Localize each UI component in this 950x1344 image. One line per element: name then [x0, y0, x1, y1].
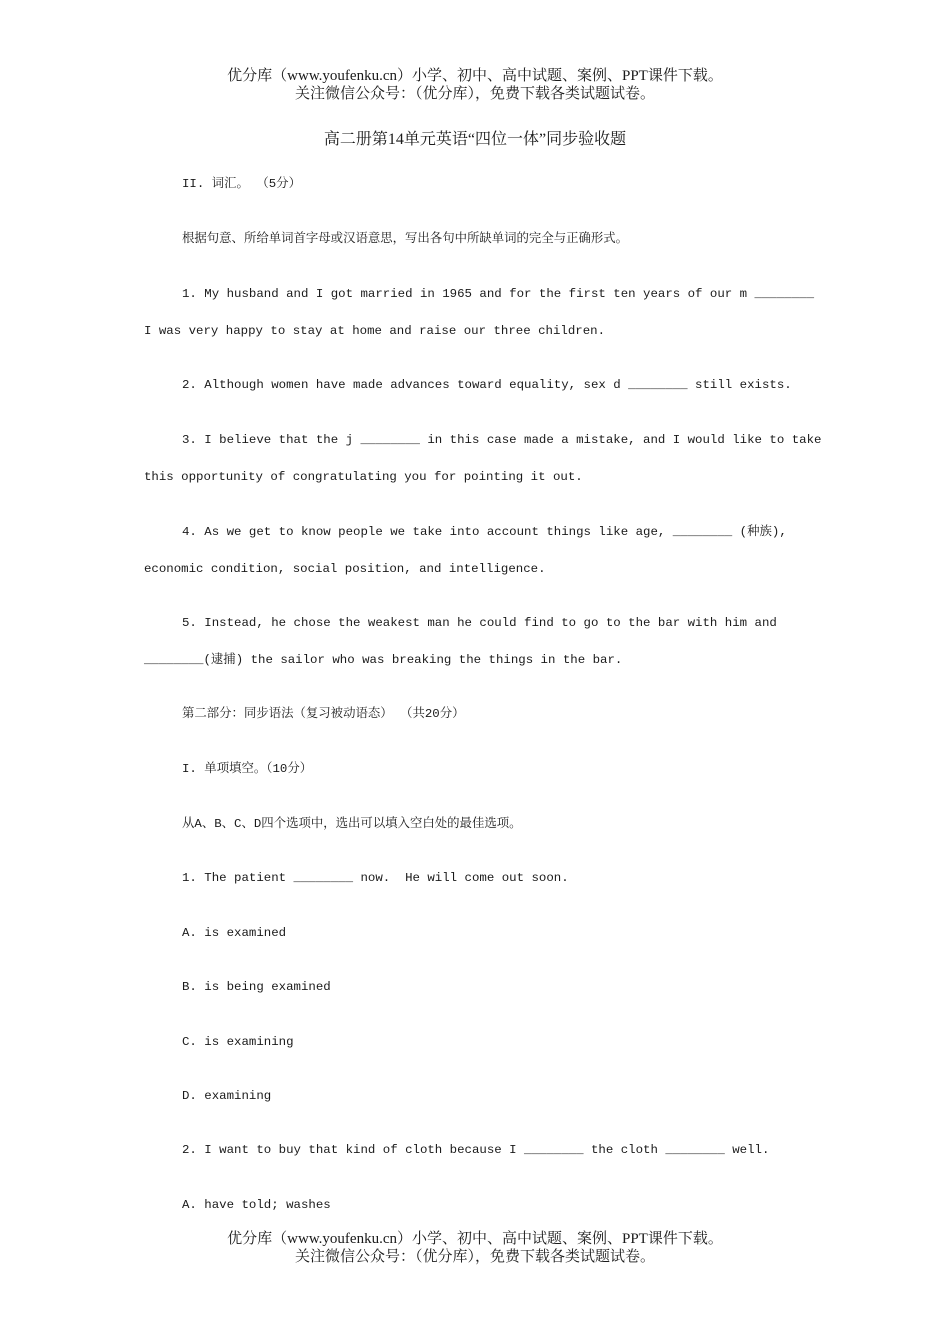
footer-banner-line-1: 优分库（www.youfenku.cn）小学、初中、高中试题、案例、PPT课件下载。: [227, 1231, 723, 1247]
grammar-section-heading: 第二部分：同步语法（复习被动语态） （共20分）: [182, 707, 465, 721]
grammar-question-1-option-a: A. is examined: [182, 926, 287, 940]
footer-banner: [0, 1230, 950, 1266]
grammar-question-1-option-c: C. is examining: [182, 1035, 294, 1049]
grammar-question-1-option-d: D. examining: [182, 1089, 272, 1103]
grammar-question-2: 2. I want to buy that kind of cloth because I ________ the cloth ________ well.: [182, 1143, 770, 1157]
document-title: 高二册第14单元英语“四位一体”同步验收题: [323, 131, 627, 148]
vocab-question-2: 2. Although women have made advances toward equality, sex d ________ still exists.: [182, 378, 792, 392]
grammar-question-1-option-b: B. is being examined: [182, 980, 331, 994]
vocab-instruction: 根据句意、所给单词首字母或汉语意思，写出各句中所缺单词的完全与正确形式。: [182, 232, 629, 246]
vocab-question-5-line-2: ________(逮捕) the sailor who was breaking the things in the bar.: [144, 653, 623, 667]
grammar-question-2-option-a: A. have told; washes: [182, 1198, 331, 1212]
grammar-subheading: I. 单项填空。（10分）: [182, 762, 313, 776]
grammar-instruction: 从A、B、C、D四个选项中，选出可以填入空白处的最佳选项。: [182, 817, 522, 831]
vocab-question-3-line-2: this opportunity of congratulating you for pointing it out.: [144, 470, 583, 484]
vocab-section-heading: II. 词汇。 （5分）: [182, 177, 301, 191]
header-banner-line-2: 关注微信公众号：（优分库），免费下载各类试题试卷。: [294, 86, 655, 102]
header-banner-line-1: 优分库（www.youfenku.cn）小学、初中、高中试题、案例、PPT课件下载。: [227, 68, 723, 84]
grammar-question-1: 1. The patient ________ now. He will come out soon.: [182, 871, 569, 885]
footer-banner-line-2: 关注微信公众号：（优分库），免费下载各类试题试卷。: [294, 1249, 655, 1265]
vocab-question-4-line-1: 4. As we get to know people we take into account things like age, ________ (种族),: [182, 525, 787, 539]
vocab-question-1-line-2: I was very happy to stay at home and raise our three children.: [144, 324, 606, 338]
vocab-question-3-line-1: 3. I believe that the j ________ in this case made a mistake, and I would like to take: [182, 433, 822, 447]
vocab-question-5-line-1: 5. Instead, he chose the weakest man he could find to go to the bar with him and: [182, 616, 777, 630]
vocab-question-4-line-2: economic condition, social position, and intelligence.: [144, 562, 546, 576]
vocab-question-1-line-1: 1. My husband and I got married in 1965 and for the first ten years of our m ________: [182, 287, 815, 301]
header-banner: [0, 67, 950, 103]
